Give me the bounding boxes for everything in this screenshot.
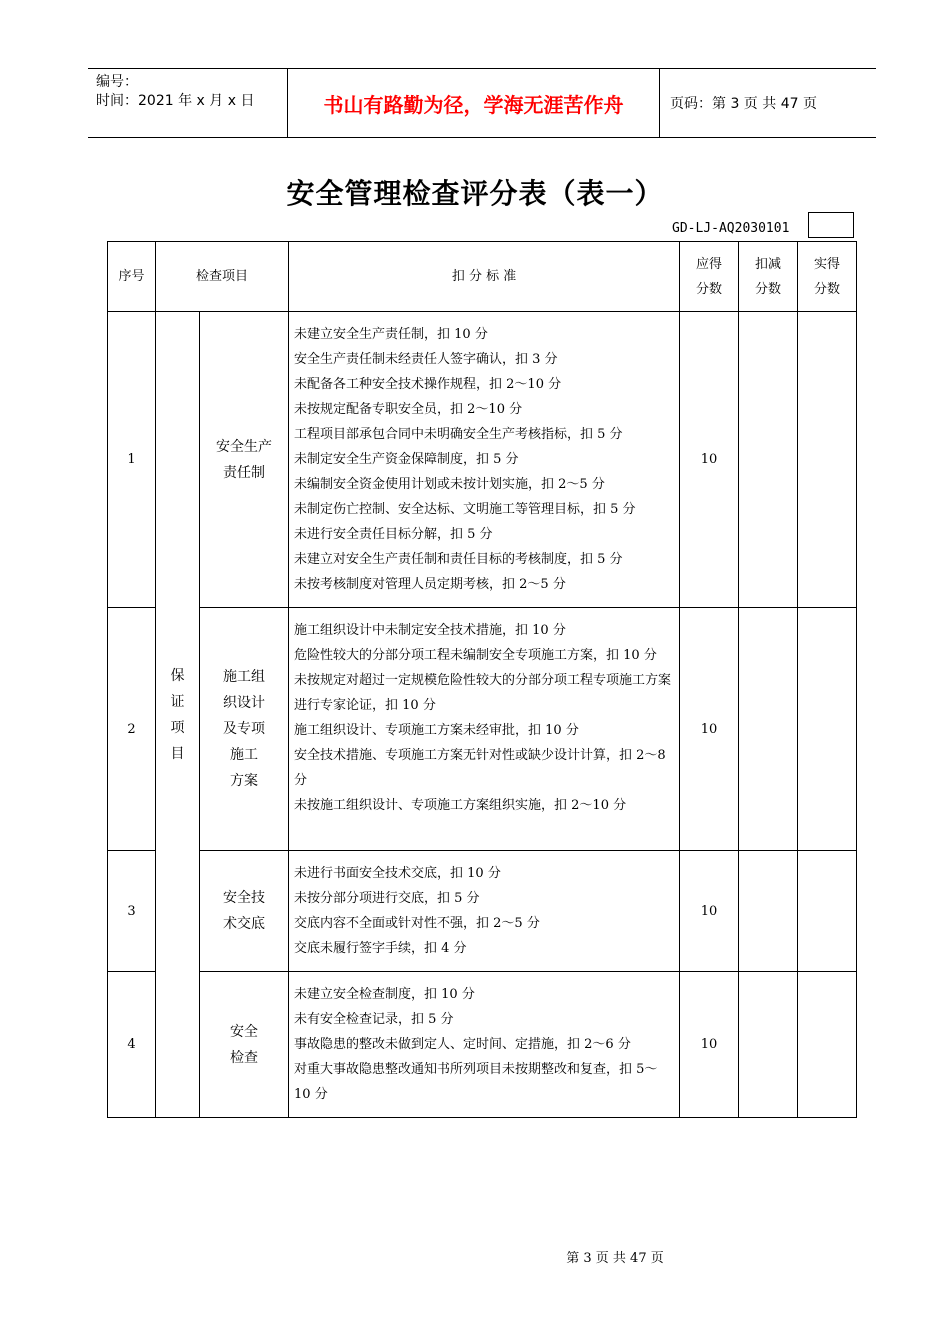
- row-item: [200, 312, 289, 608]
- row-item-line: 方案: [230, 773, 258, 789]
- criterion: 安全技术措施、专项施工方案无针对性或缺少设计计算，扣 2～8 分: [294, 748, 666, 788]
- header-divider: [659, 69, 660, 137]
- criterion: 未建立安全检查制度，扣 10 分: [294, 987, 475, 1002]
- criterion: 未进行安全责任目标分解，扣 5 分: [294, 527, 493, 542]
- row-seq: 1: [108, 312, 156, 608]
- row-item-line: 织设计: [223, 695, 265, 711]
- group-label-char: 目: [170, 745, 185, 762]
- header-item: 检查项目: [156, 242, 289, 312]
- row-seq: 2: [108, 608, 156, 851]
- row-criteria: [289, 851, 680, 972]
- row-actual-score[interactable]: [798, 312, 857, 608]
- header-due-score-line: 应得: [696, 256, 723, 272]
- header-page-info: 页码：第 3 页 共 47 页: [670, 96, 817, 112]
- row-actual-score[interactable]: [798, 851, 857, 972]
- table-row: [108, 608, 857, 851]
- header-meta: [96, 73, 286, 133]
- row-criteria: [289, 608, 680, 851]
- header-seq: 序号: [108, 242, 156, 312]
- criterion: 未配备各工种安全技术操作规程，扣 2～10 分: [294, 377, 562, 392]
- table-header-row: [108, 242, 857, 312]
- row-actual-score[interactable]: [798, 972, 857, 1118]
- criterion: 事故隐患的整改未做到定人、定时间、定措施，扣 2～6 分: [294, 1037, 631, 1052]
- criterion: 未建立对安全生产责任制和责任目标的考核制度，扣 5 分: [294, 552, 623, 567]
- criterion: 交底未履行签字手续，扣 4 分: [294, 941, 467, 956]
- document-title: 安全管理检查评分表（表一）: [286, 177, 664, 210]
- table-row: [108, 312, 857, 608]
- form-code: GD-LJ-AQ2030101: [672, 221, 790, 236]
- criterion: 安全生产责任制未经责任人签字确认，扣 3 分: [294, 352, 558, 367]
- row-due-score: 10: [680, 851, 739, 972]
- number-label: 编号：: [96, 74, 138, 90]
- row-deduct-score[interactable]: [739, 972, 798, 1118]
- form-code-box: [808, 212, 854, 238]
- inspection-score-table: [107, 241, 857, 1118]
- criterion: 施工组织设计、专项施工方案未经审批，扣 10 分: [294, 723, 579, 738]
- row-deduct-score[interactable]: [739, 608, 798, 851]
- header-actual-score-line: 分数: [814, 281, 841, 297]
- row-item-line: 安全技: [223, 890, 265, 906]
- table-row: [108, 851, 857, 972]
- header-actual-score: [798, 242, 857, 312]
- page-header: [88, 68, 876, 138]
- group-label-char: 保: [170, 667, 185, 684]
- criterion: 未编制安全资金使用计划或未按计划实施，扣 2～5 分: [294, 477, 605, 492]
- row-criteria: [289, 312, 680, 608]
- row-due-score: 10: [680, 972, 739, 1118]
- group-label-char: 项: [170, 719, 185, 736]
- row-item-line: 检查: [230, 1049, 258, 1066]
- criterion: 未按规定对超过一定规模危险性较大的分部分项工程专项施工方案进行专家论证，扣 10 分: [294, 673, 672, 713]
- row-item-line: 施工: [230, 747, 258, 763]
- page-footer: [0, 1247, 950, 1266]
- criterion: 未进行书面安全技术交底，扣 10 分: [294, 866, 501, 881]
- criterion: 未按规定配备专职安全员，扣 2～10 分: [294, 402, 523, 417]
- criterion: 未按施工组织设计、专项施工方案组织实施，扣 2～10 分: [294, 798, 627, 813]
- criterion: 未按分部分项进行交底，扣 5 分: [294, 891, 480, 906]
- header-actual-score-line: 实得: [814, 256, 841, 272]
- row-deduct-score[interactable]: [739, 312, 798, 608]
- criterion: 未制定安全生产资金保障制度，扣 5 分: [294, 452, 519, 467]
- row-due-score: 10: [680, 312, 739, 608]
- header-motto: 书山有路勤为径，学海无涯苦作舟: [323, 92, 624, 117]
- row-actual-score[interactable]: [798, 608, 857, 851]
- criterion: 未制定伤亡控制、安全达标、文明施工等管理目标，扣 5 分: [294, 502, 636, 517]
- row-item-line: 安全: [230, 1023, 258, 1040]
- criterion: 未有安全检查记录，扣 5 分: [294, 1012, 454, 1027]
- row-criteria: [289, 972, 680, 1118]
- group-label: [156, 312, 200, 1118]
- criterion: 未建立安全生产责任制，扣 10 分: [294, 327, 488, 342]
- criterion: 未按考核制度对管理人员定期考核，扣 2～5 分: [294, 577, 566, 592]
- header-deduct-score: [739, 242, 798, 312]
- row-item-line: 责任制: [223, 464, 265, 481]
- row-item-line: 施工组: [223, 669, 265, 685]
- criterion: 交底内容不全面或针对性不强，扣 2～5 分: [294, 916, 540, 931]
- criterion: 工程项目部承包合同中未明确安全生产考核指标，扣 5 分: [294, 427, 623, 442]
- footer-page-number: 第 3 页 共 47 页: [566, 1251, 664, 1266]
- group-label-char: 证: [170, 693, 185, 710]
- row-item: [200, 608, 289, 851]
- row-item: [200, 851, 289, 972]
- criterion: 施工组织设计中未制定安全技术措施，扣 10 分: [294, 623, 566, 638]
- header-deduct-score-line: 分数: [755, 281, 782, 297]
- row-item-line: 及专项: [223, 721, 265, 737]
- row-deduct-score[interactable]: [739, 851, 798, 972]
- row-due-score: 10: [680, 608, 739, 851]
- row-item-line: 术交底: [223, 916, 265, 932]
- criterion: 对重大事故隐患整改通知书所列项目未按期整改和复查，扣 5～10 分: [294, 1062, 658, 1102]
- header-standard: 扣 分 标 准: [289, 242, 680, 312]
- table-row: [108, 972, 857, 1118]
- criterion: 危险性较大的分部分项工程未编制安全专项施工方案，扣 10 分: [294, 648, 657, 663]
- row-item: [200, 972, 289, 1118]
- row-seq: 3: [108, 851, 156, 972]
- header-deduct-score-line: 扣减: [755, 256, 782, 272]
- row-item-line: 安全生产: [216, 438, 272, 455]
- header-due-score-line: 分数: [696, 281, 723, 297]
- time-label: 时间：2021 年 x 月 x 日: [96, 93, 255, 109]
- row-seq: 4: [108, 972, 156, 1118]
- header-due-score: [680, 242, 739, 312]
